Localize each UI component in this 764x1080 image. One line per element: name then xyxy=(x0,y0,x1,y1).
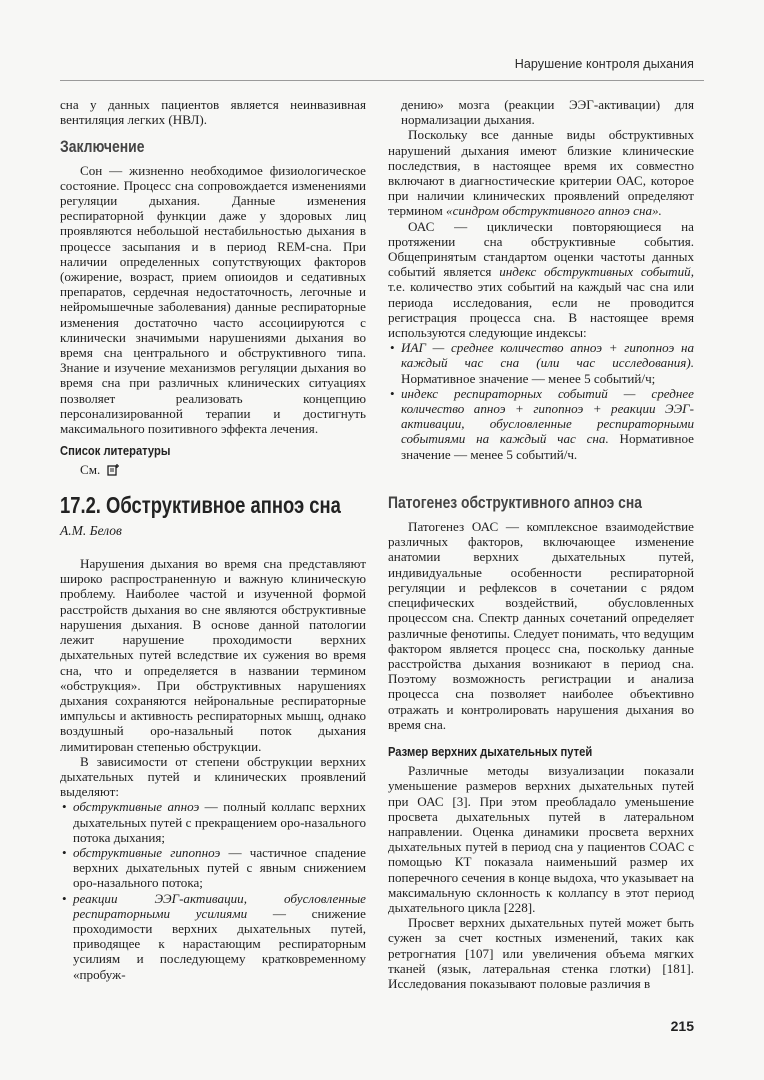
list-item: • обструктивные гипопноэ — частичное спадение верхних дыхательных путей с явным снижением оро-назального потока; xyxy=(60,845,366,891)
paragraph: Сон — жизненно необходимое физиологическое состояние. Процесс сна сопровождается изменениями регуляции дыхания. Данные изменения респираторной функции даже у здоровых лиц проявляются небольшой нестабильностью дыхания в процессе засыпания и в период REM-сна. При наличии определенных сопутствующих факторов (ожирение, возраст, прием опиоидов и седативных препаратов, сердечная недостаточность, легочные и нейромышечные заболевания) данные респираторные изменения достаточно часто ассоциируются с клинически значимыми нарушениями дыхания во время сна центрального и обструктивного типа. Знание и изучение механизмов регуляции дыхания во время сна при различных клинических ситуациях позволяет реализовать концепцию персонализированной терапии и достигнуть максимального позитивного эффекта лечения. xyxy=(60,162,366,437)
paragraph: сна у данных пациентов является неинвазивная вентиляция легких (НВЛ). xyxy=(60,97,366,128)
pathogenesis-heading: Патогенез обструктивного апноэ сна xyxy=(388,493,642,512)
index-list xyxy=(388,340,694,462)
paragraph: Просвет верхних дыхательных путей может быть сужен за счет костных изменений, таких как ретрогнатия [107] или увеличения объема мягких тканей (язык, латеральная стенка глотки) [181]. Исследования показывают половые различия в xyxy=(388,915,694,991)
paragraph: ОАС — циклически повторяющиеся на протяжении сна обструктивные события. Общепринятым стандартом оценки частоты данных событий является индекс обструктивных событий, т.е. количество этих событий на каждый час сна или периода исследования, если не проводится регистрация процесса сна. В настоящее время используются следующие индексы: xyxy=(388,218,694,341)
airway-size-heading: Размер верхних дыхательных путей xyxy=(388,743,593,759)
paragraph: Нарушения дыхания во время сна представляют широко распространенную и важную клиническую проблему. Наиболее частой и изученной формой расстройств дыхания во сне являются обструктивные нарушения дыхания. В основе данной патологии лежит нарушение проходимости верхних дыхательных путей вследствие их сужения во время сна, что и определяется в названии термином «обструкция». При обструктивных нарушениях дыхания сохраняются нейрональные респираторные импульсы и активность респираторных мышц, однако воздушный оро-назальный поток дыхания лимитирован степенью обструкции. xyxy=(60,556,366,754)
list-item: • индекс респираторных событий — среднее количество апноэ + гипопноэ + реакции ЭЭГ-активации, обусловленные респираторными событиями на каждый час сна. Нормативное значение — менее 5 событий/ч. xyxy=(388,386,694,462)
paragraph: Патогенез ОАС — комплексное взаимодействие различных факторов, включающее изменение анатомии верхних дыхательных путей, индивидуальные особенности респираторной регуляции и рефлексов в сочетании с рядом специфических воздействий, обусловленных процессом сна. Спектр данных сочетаний определяет различные фенотипы. Следует понимать, что ведущим фактором является процесс сна, поскольку данные расстройства дыхания возникают в период сна. Поэтому возможность регистрации и анализа процесса сна позволяет наиболее объективно отражать и контролировать нарушения дыхания во время сна. xyxy=(388,519,694,732)
list-item: • реакции ЭЭГ-активации, обусловленные респираторными усилиями — снижение проходимости верхних дыхательных путей, приводящее к нарастающим респираторным усилиям и последующему кратковременному «пробуж- xyxy=(60,891,366,982)
list-item: • обструктивные апноэ — полный коллапс верхних дыхательных путей с прекращением оро-назального потока дыхания; xyxy=(60,799,366,845)
section-title: 17.2. Обструктивное апноэ сна xyxy=(60,491,341,518)
bullet-list-continued xyxy=(388,97,694,127)
header-rule xyxy=(60,80,704,81)
bullet-list xyxy=(60,799,366,981)
references-heading: Список литературы xyxy=(60,443,171,459)
list-item: • ИАГ — среднее количество апноэ + гипопноэ на каждый час сна (или час исследования). Нормативное значение — менее 5 событий/ч; xyxy=(388,340,694,386)
paragraph: Различные методы визуализации показали уменьшение размеров верхних дыхательных путей при ОАС [3]. При этом преобладало уменьшение просвета дыхательных путей в латеральном направлении. Оценка динамики просвета верхних дыхательных путей в период сна у пациентов СОАС с помощью КТ показала наименьший размер их поперечного сечения в конце выдоха, что указывает на максимальную склонность к коллапсу в этот период дыхательного цикла [228]. xyxy=(388,763,694,915)
paragraph: В зависимости от степени обструкции верхних дыхательных путей и клинических проявлений выделяют: xyxy=(60,753,366,800)
page-number: 215 xyxy=(670,1018,694,1034)
paragraph: Поскольку все данные виды обструктивных нарушений дыхания имеют близкие клинические последствия, в настоящее время их совместно включают в диагностические критерии ОАС, которое при наличии клинических проявлений определяют термином «синдром обструктивного апноэ сна». xyxy=(388,127,694,219)
link-document-icon[interactable] xyxy=(107,464,119,476)
author: А.М. Белов xyxy=(60,522,122,538)
references-text: См. xyxy=(80,462,101,478)
running-header xyxy=(0,0,764,90)
left-column xyxy=(60,97,366,982)
running-title: Нарушение контроля дыхания xyxy=(514,57,694,71)
references-line xyxy=(60,462,366,477)
list-item-continued: дению» мозга (реакции ЭЭГ-активации) для нормализации дыхания. xyxy=(401,97,694,128)
conclusion-heading: Заключение xyxy=(60,137,145,157)
right-column xyxy=(388,97,694,991)
